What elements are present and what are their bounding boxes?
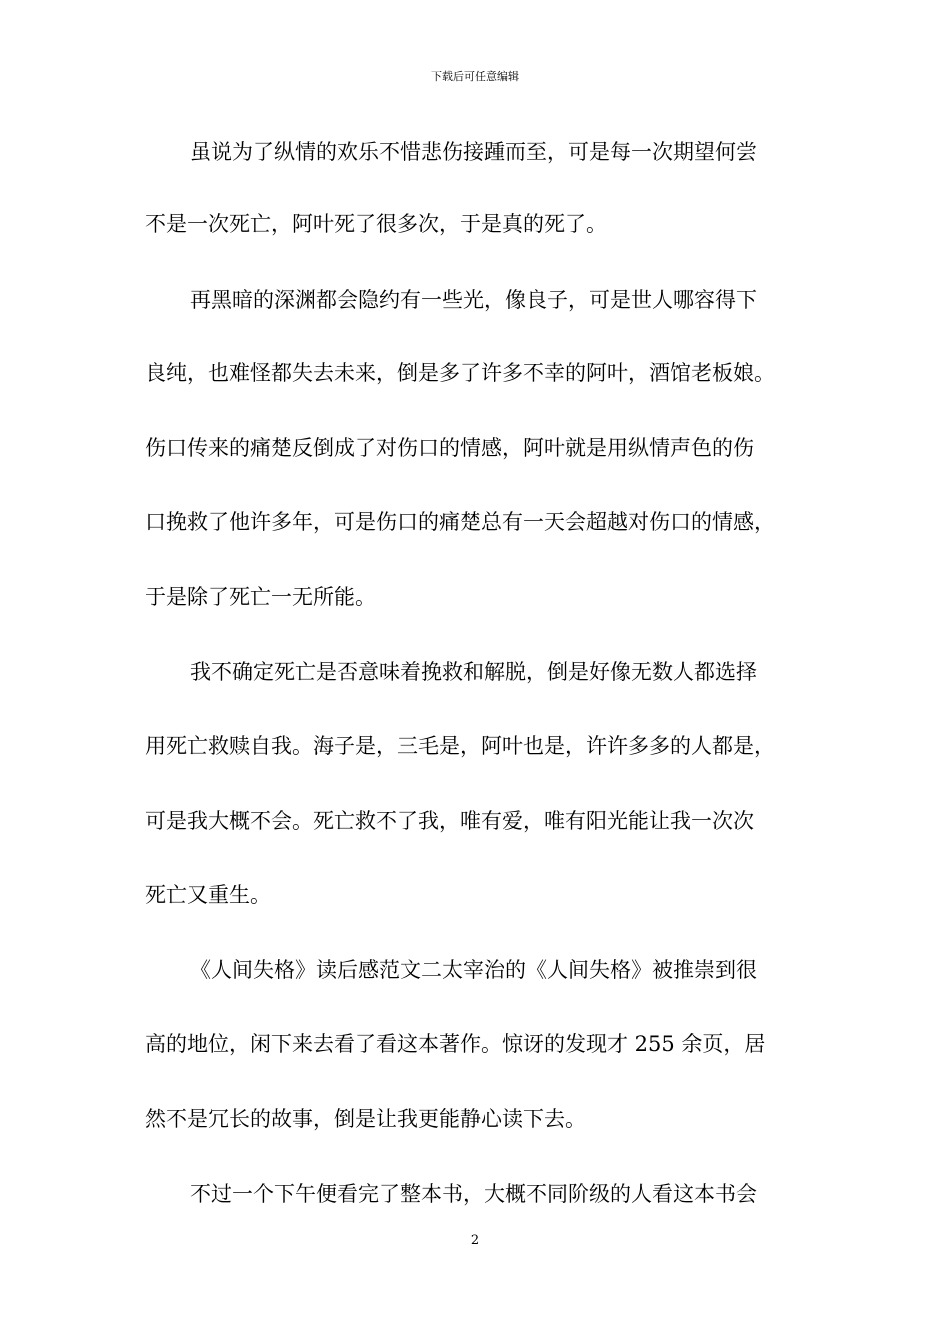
text-line: 伤口传来的痛楚反倒成了对伤口的情感，阿叶就是用纵情声色的伤 [145,436,754,460]
text-line: 于是除了死亡一无所能。 [145,585,376,609]
text-line: 用死亡救赎自我。海子是，三毛是，阿叶也是，许许多多的人都是， [145,734,775,758]
text-line: 《人间失格》读后感范文二太宰治的《人间失格》被推崇到很 [190,958,757,982]
text-line: 我不确定死亡是否意味着挽救和解脱，倒是好像无数人都选择 [190,660,757,684]
text-line: 不是一次死亡，阿叶死了很多次，于是真的死了。 [145,212,607,236]
text-line: 高的地位，闲下来去看了看这本著作。惊讶的发现才 255 余页，居 [145,1032,766,1056]
text-line: 再黑暗的深渊都会隐约有一些光，像良子，可是世人哪容得下 [190,288,757,312]
text-line: 可是我大概不会。死亡救不了我，唯有爱，唯有阳光能让我一次次 [145,809,754,833]
text-line: 良纯，也难怪都失去未来，倒是多了许多不幸的阿叶，酒馆老板娘。 [145,361,775,385]
page-number: 2 [470,1233,480,1248]
page-header: 下载后可任意编辑 [431,70,519,83]
text-line: 虽说为了纵情的欢乐不惜悲伤接踵而至，可是每一次期望何尝 [190,140,757,164]
text-line: 死亡又重生。 [145,883,271,907]
text-line: 不过一个下午便看完了整本书，大概不同阶级的人看这本书会 [190,1182,757,1206]
text-line: 然不是冗长的故事，倒是让我更能静心读下去。 [145,1107,586,1131]
text-line: 口挽救了他许多年，可是伤口的痛楚总有一天会超越对伤口的情感， [145,510,775,534]
